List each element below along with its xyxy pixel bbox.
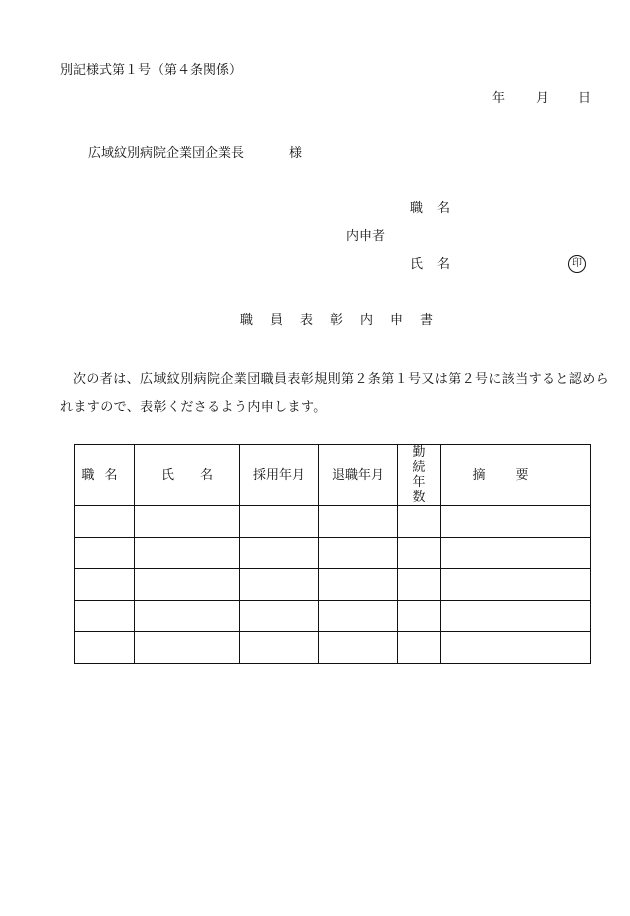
header-name: 氏 名 bbox=[135, 445, 240, 506]
table-header-row bbox=[75, 445, 591, 506]
honorific: 様 bbox=[289, 146, 303, 161]
cell-retire-date[interactable] bbox=[319, 506, 398, 538]
table-row bbox=[75, 506, 591, 538]
document-title: 職員表彰内申書 bbox=[240, 313, 451, 328]
cell-remarks[interactable] bbox=[441, 537, 591, 569]
cell-name[interactable] bbox=[135, 600, 240, 632]
cell-hire-date[interactable] bbox=[240, 600, 319, 632]
cell-years[interactable] bbox=[398, 537, 441, 569]
cell-position[interactable] bbox=[75, 506, 135, 538]
header-retire-date: 退職年月 bbox=[319, 445, 398, 506]
form-number: 別記様式第１号（第４条関係） bbox=[60, 63, 243, 78]
cell-position[interactable] bbox=[75, 569, 135, 601]
header-remarks: 摘要 bbox=[441, 445, 591, 506]
cell-remarks[interactable] bbox=[441, 506, 591, 538]
body-text: 次の者は、広域紋別病院企業団職員表彰規則第２条第１号又は第２号に該当すると認められますので、表彰くださるよう内申します。 bbox=[60, 372, 610, 415]
header-position: 職名 bbox=[75, 445, 135, 506]
records-table bbox=[74, 444, 591, 664]
cell-name[interactable] bbox=[135, 506, 240, 538]
table-row bbox=[75, 569, 591, 601]
cell-name[interactable] bbox=[135, 632, 240, 664]
cell-retire-date[interactable] bbox=[319, 632, 398, 664]
cell-years[interactable] bbox=[398, 632, 441, 664]
cell-years[interactable] bbox=[398, 600, 441, 632]
recipient: 広域紋別病院企業団企業長 bbox=[88, 146, 245, 161]
table-row bbox=[75, 537, 591, 569]
cell-retire-date[interactable] bbox=[319, 569, 398, 601]
header-hire-date: 採用年月 bbox=[240, 445, 319, 506]
table-row bbox=[75, 632, 591, 664]
cell-years[interactable] bbox=[398, 506, 441, 538]
date-year: 年 bbox=[492, 91, 506, 106]
position-label: 職名 bbox=[410, 201, 465, 216]
cell-retire-date[interactable] bbox=[319, 537, 398, 569]
date-month: 月 bbox=[536, 91, 550, 106]
date-day: 日 bbox=[578, 91, 592, 106]
cell-hire-date[interactable] bbox=[240, 569, 319, 601]
cell-position[interactable] bbox=[75, 537, 135, 569]
table-row bbox=[75, 600, 591, 632]
cell-hire-date[interactable] bbox=[240, 506, 319, 538]
applicant-label: 内申者 bbox=[346, 229, 386, 244]
cell-position[interactable] bbox=[75, 632, 135, 664]
cell-years[interactable] bbox=[398, 569, 441, 601]
cell-hire-date[interactable] bbox=[240, 537, 319, 569]
seal-mark: 印 bbox=[568, 255, 586, 273]
cell-retire-date[interactable] bbox=[319, 600, 398, 632]
cell-hire-date[interactable] bbox=[240, 632, 319, 664]
cell-position[interactable] bbox=[75, 600, 135, 632]
cell-remarks[interactable] bbox=[441, 600, 591, 632]
name-label: 氏名 bbox=[410, 257, 465, 272]
header-years-served: 勤続年数 bbox=[398, 445, 441, 506]
cell-remarks[interactable] bbox=[441, 569, 591, 601]
cell-remarks[interactable] bbox=[441, 632, 591, 664]
cell-name[interactable] bbox=[135, 569, 240, 601]
cell-name[interactable] bbox=[135, 537, 240, 569]
